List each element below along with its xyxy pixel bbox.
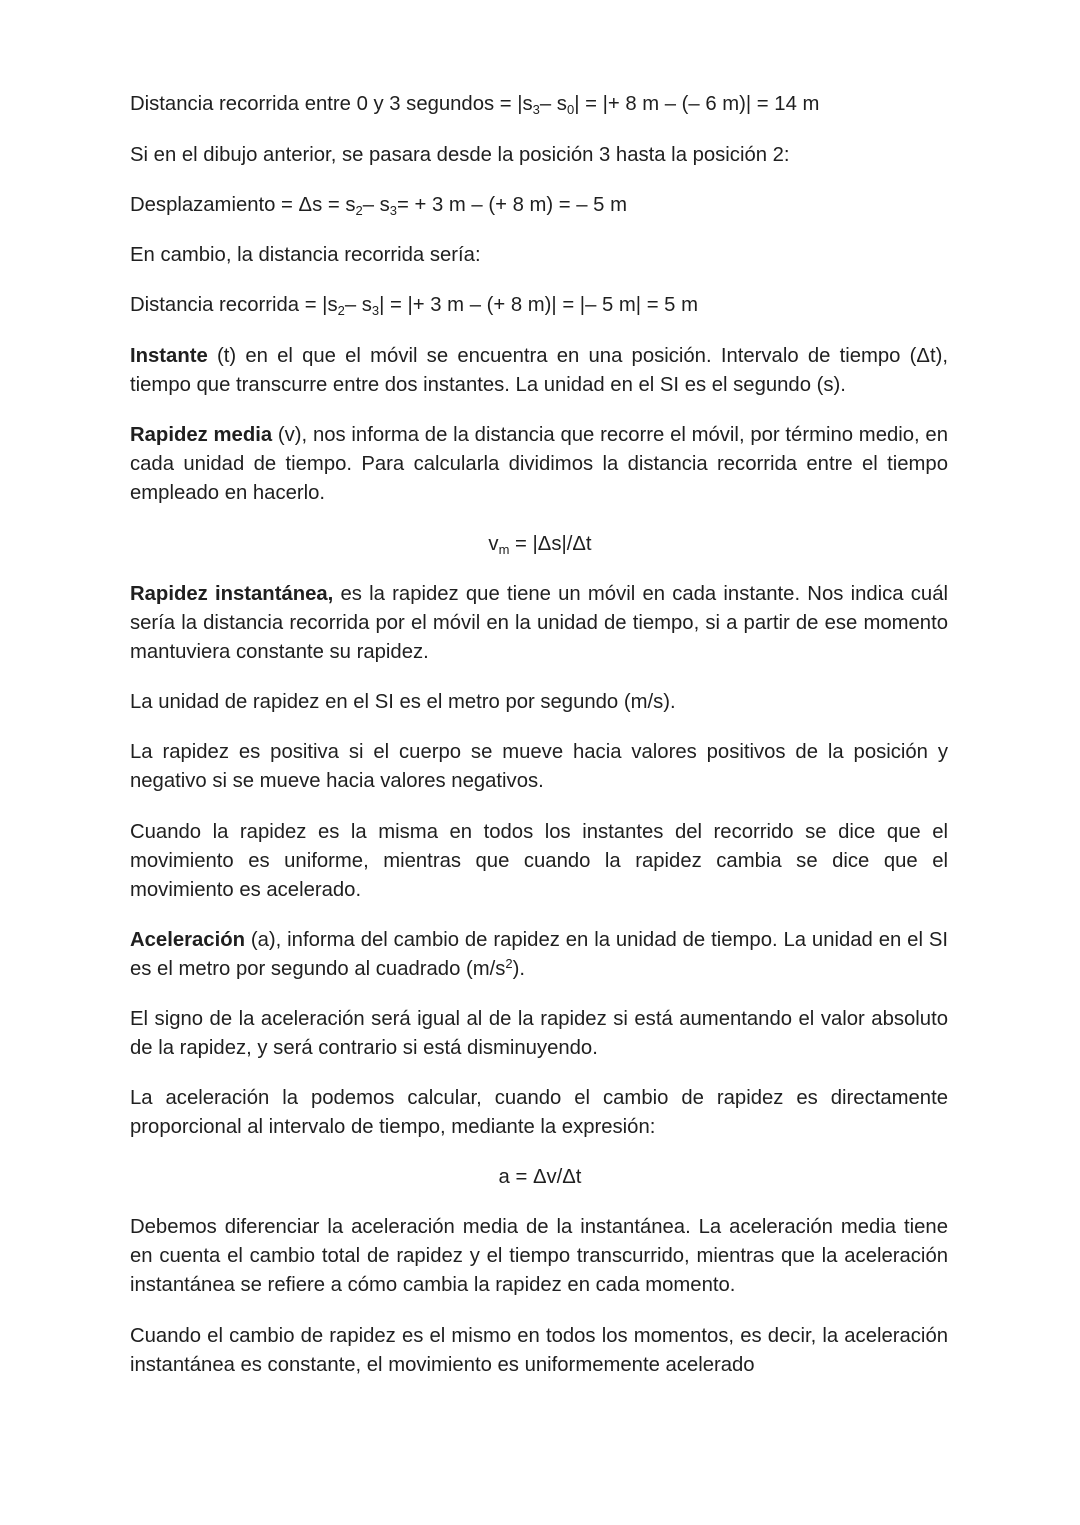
text: – s bbox=[362, 194, 390, 216]
rapidez-media-paragraph bbox=[130, 421, 948, 508]
distancia-0-3-line bbox=[130, 90, 819, 119]
instante-paragraph bbox=[130, 342, 948, 400]
text: v bbox=[488, 533, 499, 555]
calcular-paragraph: La aceleración la podemos calcular, cuando el cambio de rapidez es directamente proporcional al intervalo de tiempo, mediante la expresión: bbox=[130, 1087, 948, 1138]
signo-paragraph: El signo de la aceleración será igual al de la rapidez si está aumentando el valor absoluto de la rapidez, y será contrario si está disminuyendo. bbox=[130, 1008, 948, 1059]
text: – s bbox=[344, 294, 372, 316]
distancia-recorrida-line bbox=[130, 291, 698, 320]
uniforme-paragraph: Cuando la rapidez es la misma en todos los instantes del recorrido se dice que el movimiento es uniforme, mientras que cuando la rapidez cambia se dice que el movimiento es acelerado. bbox=[130, 821, 948, 901]
text: | = |+ 3 m – (+ 8 m)| = |– 5 m| = 5 m bbox=[379, 294, 698, 316]
si-en-dibujo-line: Si en el dibujo anterior, se pasara desde la posición 3 hasta la posición 2: bbox=[130, 144, 790, 166]
term-bold: Rapidez instantánea, bbox=[130, 583, 334, 605]
en-cambio-line: En cambio, la distancia recorrida sería: bbox=[130, 244, 481, 266]
term-bold: Rapidez media bbox=[130, 424, 273, 446]
rapidez-positiva-paragraph: La rapidez es positiva si el cuerpo se mueve hacia valores positivos de la posición y negativo si se mueve hacia valores negativos. bbox=[130, 741, 948, 792]
subscript: 2 bbox=[337, 303, 345, 318]
desplazamiento-line bbox=[130, 191, 627, 220]
subscript: m bbox=[498, 542, 510, 557]
text: = + 3 m – (+ 8 m) = – 5 m bbox=[397, 194, 627, 216]
text: – s bbox=[539, 93, 567, 115]
text: = |Δs|/Δt bbox=[509, 533, 592, 555]
term-bold: Aceleración bbox=[130, 929, 245, 951]
term-bold: Instante bbox=[130, 345, 208, 367]
subscript: 3 bbox=[371, 303, 380, 318]
text: es la rapidez que tiene un móvil en cada instante. Nos indica cuál sería la distancia recorrida por el móvil en la unidad de tiempo, si a partir de ese momento mantuviera constante su rapidez. bbox=[130, 583, 948, 663]
cuando-cambio-paragraph: Cuando el cambio de rapidez es el mismo en todos los momentos, es decir, la aceleración instantánea es constante, el movimiento es uniformemente acelerado bbox=[130, 1325, 948, 1376]
text: (t) en el que el móvil se encuentra en una posición. Intervalo de tiempo (Δt), tiempo que transcurre entre dos instantes. La unidad en el SI es el segundo (s). bbox=[130, 345, 948, 396]
text: Desplazamiento = Δs = s bbox=[130, 194, 356, 216]
text: ). bbox=[512, 958, 526, 980]
superscript: 2 bbox=[505, 956, 513, 971]
unidad-rapidez-line: La unidad de rapidez en el SI es el metro por segundo (m/s). bbox=[130, 691, 676, 713]
subscript: 3 bbox=[389, 203, 398, 218]
diferenciar-paragraph: Debemos diferenciar la aceleración media de la instantánea. La aceleración media tiene en cuenta el cambio total de rapidez y el tiempo transcurrido, mientras que la aceleración instantánea se refiere a cómo cambia la rapidez en cada momento. bbox=[130, 1216, 948, 1296]
text: | = |+ 8 m – (– 6 m)| = 14 m bbox=[574, 93, 820, 115]
rapidez-instantanea-paragraph bbox=[130, 580, 948, 667]
subscript: 3 bbox=[532, 102, 540, 117]
text: Distancia recorrida = |s bbox=[130, 294, 338, 316]
text: (v), nos informa de la distancia que recorre el móvil, por término medio, en cada unidad de tiempo. Para calcularla dividimos la distancia recorrida entre el tiempo empleado en hacerlo. bbox=[130, 424, 948, 504]
formula-a: a = Δv/Δt bbox=[498, 1166, 582, 1188]
text: (a), informa del cambio de rapidez en la unidad de tiempo. La unidad en el SI es el metro por segundo al cuadrado (m/s bbox=[130, 929, 948, 980]
formula-vm bbox=[0, 530, 1080, 559]
aceleracion-paragraph bbox=[130, 926, 948, 984]
subscript: 0 bbox=[566, 102, 575, 117]
subscript: 2 bbox=[355, 203, 363, 218]
text: Distancia recorrida entre 0 y 3 segundos = |s bbox=[130, 93, 533, 115]
